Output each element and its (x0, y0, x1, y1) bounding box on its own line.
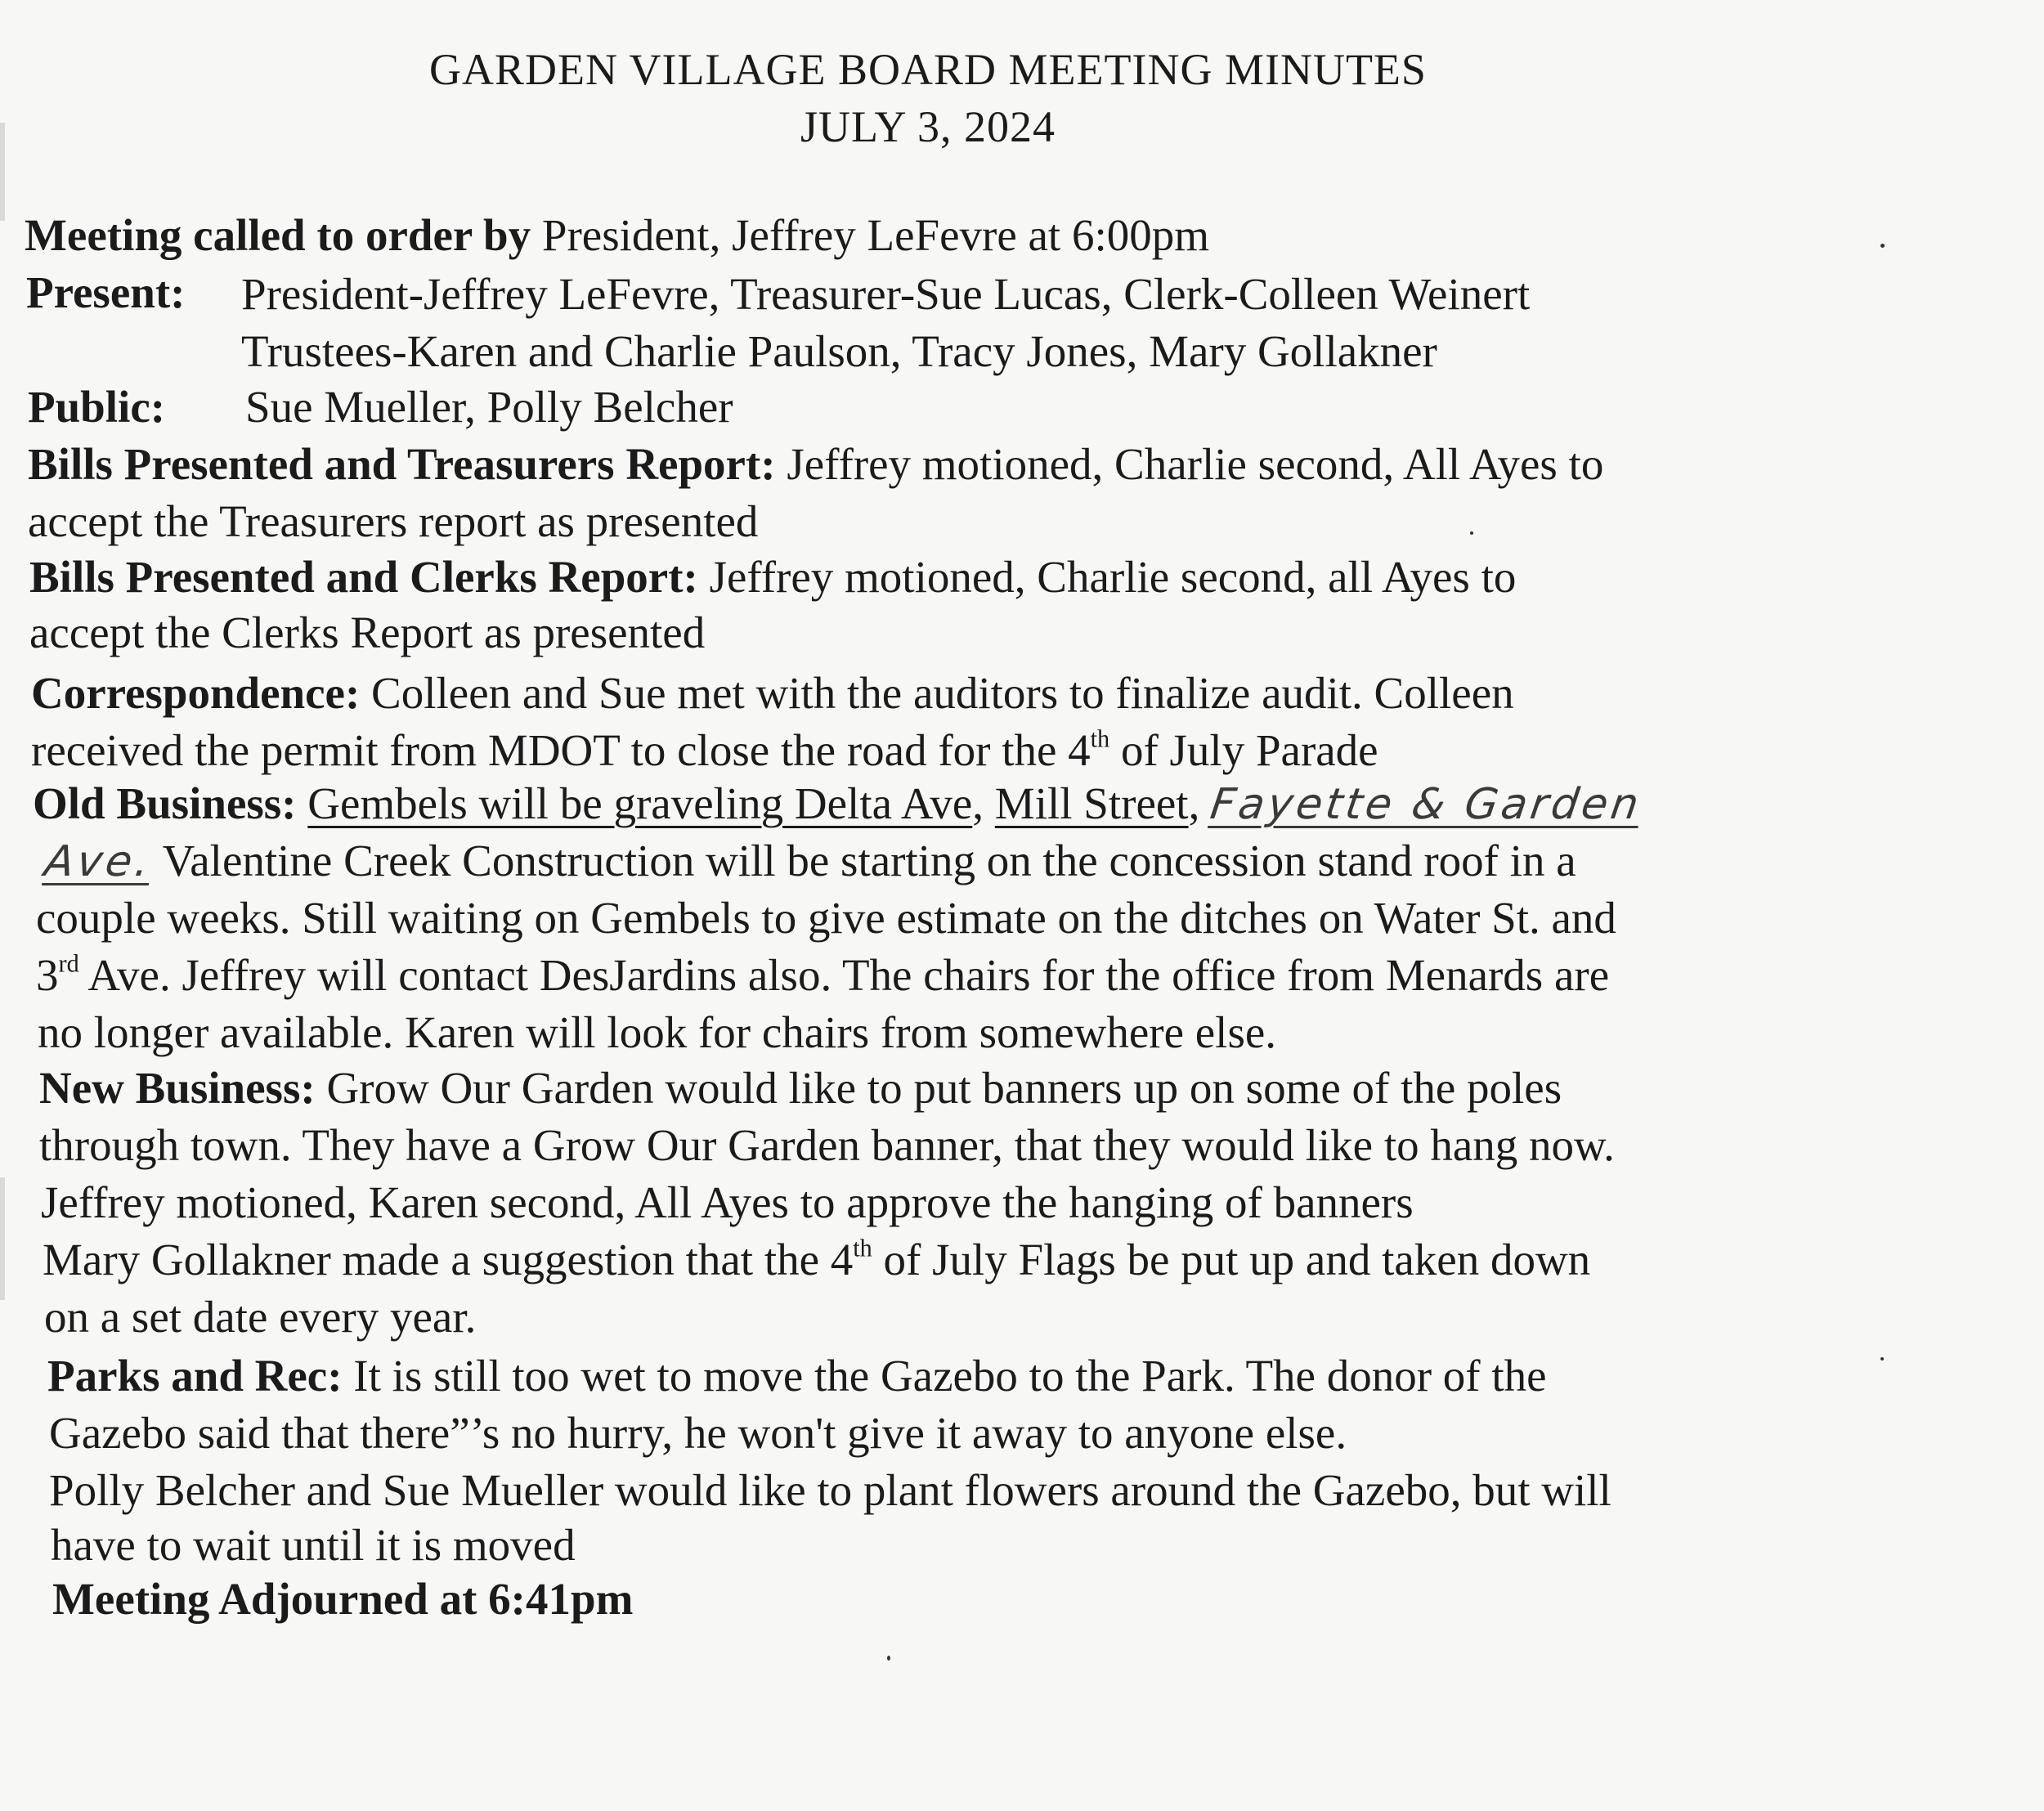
correspondence-text-b: of July Parade (1109, 725, 1378, 775)
called-to-order-label: Meeting called to order by (25, 210, 531, 260)
new-business-text: Grow Our Garden would like to put banners up on some of the poles (315, 1063, 1562, 1113)
treasurer-report-label: Bills Presented and Treasurers Report: (28, 439, 776, 489)
correspondence-continued (31, 724, 1378, 775)
parks-rec-label: Parks and Rec: (47, 1351, 343, 1401)
new-business-line (39, 1063, 1562, 1113)
called-to-order-line (25, 210, 1210, 260)
handwritten-fayette-garden: Fayette & Garden (1207, 780, 1645, 829)
old-business-line-5: no longer available. Karen will look for chairs from somewhere else. (38, 1007, 1277, 1057)
correspondence-text: Colleen and Sue met with the auditors to finalize audit. Colleen (360, 668, 1514, 718)
scan-speck (1470, 531, 1473, 535)
parks-rec-line (47, 1351, 1547, 1401)
underlined-delta-ave: Gembels will be graveling Delta Ave (307, 778, 973, 828)
present-officers: President-Jeffrey LeFevre, Treasurer-Sue Lucas, Clerk-Colleen Weinert (241, 269, 1531, 319)
adjourned-label: Meeting Adjourned at 6:41pm (52, 1574, 634, 1624)
old-business-text-2: Valentine Creek Construction will be starting on the concession stand roof in a (151, 836, 1576, 885)
old-business-line-4 (36, 949, 1610, 1000)
scan-speck (1880, 244, 1885, 248)
parks-rec-text: It is still too wet to move the Gazebo to the Park. The donor of the (342, 1351, 1547, 1401)
clerk-report-text: Jeffrey motioned, Charlie second, all Ayes to (697, 552, 1517, 602)
correspondence-text-a: received the permit from MDOT to close the road for the 4 (31, 725, 1091, 775)
separator: , (972, 778, 995, 828)
public-line (28, 382, 166, 432)
clerk-report-label: Bills Presented and Clerks Report: (29, 552, 698, 602)
old-business-text-4a: 3 (36, 950, 59, 1000)
scan-speck (1880, 1357, 1884, 1360)
new-business-line-5: on a set date every year. (44, 1292, 477, 1342)
old-business-text-4b: Ave. Jeffrey will contact DesJardins also. The chairs for the office from Menards are (78, 950, 1610, 1000)
page-edge-mark (0, 1177, 5, 1300)
separator: , (1188, 778, 1200, 828)
new-business-text-4a: Mary Gollakner made a suggestion that the 4 (43, 1235, 854, 1284)
new-business-text-4b: of July Flags be put up and taken down (872, 1235, 1591, 1284)
old-business-line-3: couple weeks. Still waiting on Gembels to give estimate on the ditches on Water St. and (36, 893, 1616, 943)
parks-rec-line-2: Gazebo said that there”’s no hurry, he won't give it away to anyone else. (49, 1408, 1347, 1458)
new-business-line-2: through town. They have a Grow Our Garden banner, that they would like to hang now. (39, 1120, 1615, 1170)
scan-speck (887, 1656, 890, 1661)
public-label: Public: (28, 382, 166, 432)
treasurer-report-line (28, 439, 1604, 489)
adjourned-line (52, 1574, 634, 1624)
called-to-order-text: President, Jeffrey LeFevre at 6:00pm (531, 210, 1210, 260)
correspondence-line (31, 668, 1514, 718)
ordinal-suffix: rd (58, 949, 79, 978)
document-title: GARDEN VILLAGE BOARD MEETING MINUTES (429, 45, 1427, 94)
treasurer-report-text: Jeffrey motioned, Charlie second, All Ayes to (775, 439, 1604, 489)
document-date: JULY 3, 2024 (800, 102, 1056, 151)
handwritten-ave: Ave. (41, 837, 156, 886)
ordinal-suffix: th (853, 1234, 872, 1262)
ordinal-suffix: th (1090, 724, 1110, 753)
old-business-line (33, 778, 1645, 829)
present-label: Present: (26, 267, 186, 317)
new-business-label: New Business: (39, 1063, 316, 1113)
parks-rec-line-4: have to wait until it is moved (51, 1520, 576, 1570)
present-line (26, 267, 186, 317)
public-attendees: Sue Mueller, Polly Belcher (245, 382, 733, 432)
clerk-report-continued: accept the Clerks Report as presented (29, 607, 706, 657)
correspondence-label: Correspondence: (31, 668, 361, 718)
new-business-line-3: Jeffrey motioned, Karen second, All Ayes to approve the hanging of banners (41, 1177, 1414, 1227)
treasurer-report-continued: accept the Treasurers report as presented (28, 496, 759, 546)
old-business-line-2 (41, 836, 1576, 886)
old-business-label: Old Business: (33, 778, 297, 828)
present-trustees: Trustees-Karen and Charlie Paulson, Tracy Jones, Mary Gollakner (241, 326, 1437, 376)
parks-rec-line-3: Polly Belcher and Sue Mueller would like to plant flowers around the Gazebo, but will (49, 1465, 1611, 1515)
clerk-report-line (29, 552, 1517, 602)
new-business-line-4 (43, 1234, 1591, 1284)
underlined-mill-street: Mill Street (994, 778, 1189, 828)
